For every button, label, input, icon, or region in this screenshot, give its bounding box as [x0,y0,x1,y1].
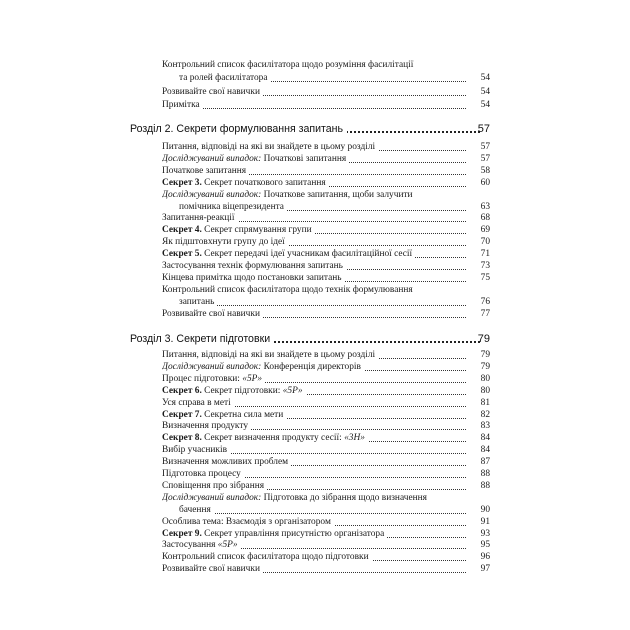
toc-page-number: 79 [466,361,490,374]
toc-entry-text [162,225,315,235]
toc-entry-title: Підготовка до зібрання щодо визначення [261,492,427,503]
toc-entry-title: Секрет управління присутністю організатора [201,528,385,539]
toc-entry-text: та ролей фасилітатора [179,73,271,83]
toc-entry-title: Початкове запитання [162,165,247,176]
toc-entry-text [162,154,349,164]
toc-entry [0,59,630,72]
toc-entry [0,99,630,112]
toc-page-number: 54 [466,99,490,112]
toc-entry-title: Кінцева примітка щодо постановки запитань [162,272,342,283]
toc-page-number: 82 [466,409,490,422]
toc-page-number: 73 [466,260,490,273]
toc-page-number: 88 [466,468,490,481]
toc-entry-text [162,261,346,271]
toc-page-number: 58 [466,165,490,178]
toc-entry-text [162,398,234,408]
toc-entry-title: Застосування [162,540,218,551]
toc-entry-text [162,362,364,372]
chapter-title: Розділ 3. Секрети підготовки [130,333,274,345]
toc-entry-text [162,285,416,295]
toc-entry-italic: «5P» [242,373,263,384]
toc-entry-title: запитань [179,296,215,307]
toc-page-number: 81 [466,397,490,410]
toc-entry-text [162,421,251,431]
toc-page-number: 97 [466,563,490,576]
toc-entry-title: Секрет передачі ідеї учасникам фасилітаційної сесії [201,249,413,260]
toc-entry-title: Підготовка процесу [162,469,241,479]
toc-entry-text [162,273,345,283]
toc-entry [0,72,630,85]
toc-entry-title: Розвивайте свої навички [162,564,260,575]
toc-page-number: 76 [466,296,490,309]
toc-entry-text [162,142,378,152]
secret-label: Секрет 6. [162,385,202,396]
chapter-page-number: 79 [477,333,490,345]
secret-label: Секрет 7. [162,409,202,420]
toc-entry-text [162,457,291,467]
toc-entry-title: Секрет початкового запитання [201,177,326,188]
chapter-page-number: 57 [477,123,490,135]
secret-label: Секрет 3. [162,177,202,188]
toc-entry-text [162,564,263,574]
toc-page-number: 54 [466,72,490,85]
secret-label: Секрет 5. [162,249,202,260]
toc-entry-text: Контрольний список фасилітатора щодо розуміння фасилітації [162,60,416,70]
toc-page-number: 84 [466,432,490,445]
toc-entry-text [179,505,214,515]
toc-entry-title: Секрет визначення продукту сесії: [201,433,345,444]
toc-entry-title: Початкові запитання [261,153,347,164]
secret-label: Секрет 8. [162,433,202,444]
toc-entry [0,308,630,321]
toc-entry-text [179,297,217,307]
toc-entry-text [162,529,387,539]
toc-page-number: 77 [466,308,490,321]
secret-label: Секрет 4. [162,225,202,236]
toc-entry-title: Контрольний список фасилітатора щодо технік формулювання [162,284,413,295]
toc-page-number: 71 [466,248,490,261]
case-label: Досліджуваний випадок: [162,189,262,200]
toc-entry-text [162,481,267,491]
toc-page-number: 84 [466,444,490,457]
secret-label: Секрет 9. [162,528,202,539]
toc-entry-text [162,469,244,479]
dot-leader [179,305,478,306]
toc-page-number: 60 [466,177,490,190]
chapter-heading [0,120,630,138]
case-label: Досліджуваний випадок: [162,153,262,164]
case-label: Досліджуваний випадок: [162,361,262,372]
toc-entry-text [162,433,368,443]
toc-entry-text [162,386,306,396]
toc-entry-title: Процес підготовки: [162,373,243,384]
toc-page-number: 79 [466,349,490,362]
toc-page-number: 80 [466,385,490,398]
toc-entry-italic: «5P» [282,385,303,396]
toc-page-number: 57 [466,141,490,154]
toc-entry-title: бачення [179,504,211,515]
toc-page-number: 83 [466,420,490,433]
toc-page-number: 75 [466,272,490,285]
toc-entry-title: Секрет підготовки: [201,385,283,396]
toc-entry-title: Як підштовхнути групу до ідеї [162,237,285,248]
toc-page-number: 91 [466,516,490,529]
toc-entry-text [162,552,372,562]
toc-page-number: 80 [466,373,490,386]
toc-entry-title: Застосування технік формулювання запитань [162,261,343,271]
toc-entry-text [162,213,238,223]
toc-entry [0,86,630,99]
toc-page-number: 87 [466,456,490,469]
toc-page-number: 88 [466,480,490,493]
toc-entry [0,563,630,576]
toc-entry-text [162,249,415,259]
toc-entry-text [162,374,265,384]
toc-page-number: 90 [466,504,490,517]
chapter-title: Розділ 2. Секрети формулювання запитань [130,123,347,135]
toc-entry-title: Визначення можливих проблем [162,457,289,468]
toc-page-number: 57 [466,153,490,166]
toc-entry-text [162,350,378,360]
toc-entry-title: Особлива тема: Взаємодія з організатором [162,516,331,527]
toc-page-number: 70 [466,236,490,249]
dot-leader [179,513,478,514]
toc-entry-title: Контрольний список фасилітатора щодо підготовки [162,552,369,563]
toc-entry-title: Питання, відповіді на які ви знайдете в цьому розділі [162,350,376,360]
toc-entry-title: Секрет спрямування групи [201,225,312,236]
toc-entry-text [162,540,241,550]
toc-entry-text [162,445,230,455]
toc-entry-title: Уся справа в меті [162,397,231,408]
toc-page-number: 93 [466,528,490,541]
toc-entry-title: Розвивайте свої навички [162,308,260,319]
toc-entry-title: помічника віцепрезидента [179,201,284,212]
toc-entry-text [162,493,430,503]
toc-entry-text [162,178,329,188]
toc-page-number: 68 [466,212,490,225]
toc-page-number: 54 [466,86,490,99]
toc-entry-text [162,166,249,176]
toc-entry-title: Запитання-реакції [162,213,235,224]
toc-page-number: 95 [466,539,490,552]
toc-entry-title: Вибір учасників [162,445,228,456]
toc-entry-text [162,410,286,420]
toc-page-number: 63 [466,201,490,214]
toc-entry-text [162,309,263,319]
toc-entry-title: Секретна сила мети [201,409,284,420]
case-label: Досліджуваний випадок: [162,492,262,503]
toc-entry-title: Питання, відповіді на які ви знайдете в цьому розділі [162,142,376,152]
toc-entry-text: Примітка [162,100,203,110]
toc-entry-title: Початкове запитання, щоби залучити [261,189,413,200]
toc-entry-title: Визначення продукту [162,421,249,432]
toc-entry-italic: «3Н» [344,433,365,444]
toc-entry-text [162,237,288,247]
toc-entry-title: Конференція директорів [261,361,361,372]
toc-entry-text [162,190,416,200]
toc-entry-text: Розвивайте свої навички [162,87,263,97]
toc-page-number: 96 [466,551,490,564]
toc-entry-text [179,202,287,212]
toc-entry-italic: «5P» [217,540,238,551]
toc-entry-text [162,517,334,527]
chapter-heading [0,330,630,348]
toc-entry-title: Сповіщення про зібрання [162,480,265,491]
toc-page-number: 69 [466,224,490,237]
